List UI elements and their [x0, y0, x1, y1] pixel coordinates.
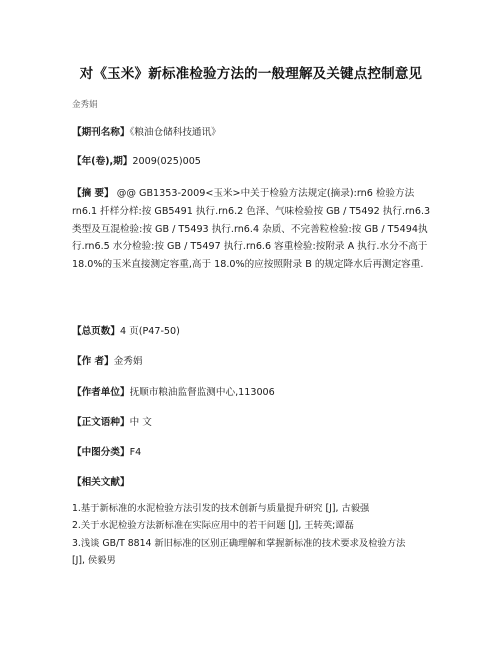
related-item-3-continued[interactable]: [J], 侯毅男: [72, 554, 116, 566]
related-item-1[interactable]: 1.基于新标准的水泥检验方法引发的技术创新与质量提升研究 [J], 古毅强: [72, 503, 370, 514]
abstract-text: @@ GB1353-2009<玉米>中关于检验方法规定(摘录):rn6 检验方法rn6.1 扦样分样:按 GB5491 执行.rn6.2 色泽、气味检验按 GB / T5492 执行.rn6.3 类型及互混检验:按 GB / T5493 执行.rn6.4 杂质、不完善粒检验:按 GB / T5494执行.rn6.5 水分检验:按 GB / T5497 执行.rn6.6 容重检验:按附录 A 执行.水分不高于 18.0%的玉米直接测定容重,高于 18.0%的应按照附录 B 的规定降水后再测定容重.: [72, 188, 431, 271]
author-label: 【作 者】: [72, 356, 114, 367]
author-line: 金秀娟: [72, 100, 98, 110]
classification-value: F4: [129, 447, 142, 458]
abstract-label: 【摘 要】: [72, 188, 114, 199]
year-issue-label: 【年(卷),期】: [72, 156, 133, 167]
pages-value: 4 页(P47-50): [119, 326, 180, 337]
pages-label: 【总页数】: [72, 326, 120, 337]
author-value: 金秀娟: [113, 356, 143, 367]
related-item-3[interactable]: 3.浅谈 GB/T 8814 新旧标准的区别正确理解和掌握新标准的技术要求及检验方法: [72, 537, 406, 549]
year-issue-value: 2009(025)005: [132, 156, 201, 167]
journal-field: [72, 124, 432, 141]
author-field: [72, 353, 432, 370]
language-label: 【正文语种】: [72, 417, 130, 428]
affiliation-label: 【作者单位】: [72, 387, 130, 398]
related-heading: [72, 474, 432, 491]
pages-field: [72, 323, 432, 340]
classification-label: 【中图分类】: [72, 447, 130, 458]
language-value: 中 文: [129, 417, 152, 428]
document-title: 对《玉米》新标准检验方法的一般理解及关键点控制意见: [79, 66, 423, 82]
abstract-field: [72, 185, 432, 274]
journal-value: 《粮油仓储科技通讯》: [129, 127, 221, 138]
related-item-2[interactable]: 2.关于水泥检验方法新标准在实际应用中的若干问题 [J], 王转英;谭磊: [72, 520, 354, 532]
related-label: 【相关文献】: [72, 477, 130, 488]
affiliation-field: [72, 384, 432, 401]
language-field: [72, 414, 432, 431]
year-issue-field: [72, 153, 432, 170]
classification-field: [72, 444, 432, 461]
affiliation-value: 抚顺市粮油监督监测中心,113006: [129, 387, 275, 398]
journal-label: 【期刊名称】: [72, 127, 130, 138]
related-list: [72, 500, 437, 569]
